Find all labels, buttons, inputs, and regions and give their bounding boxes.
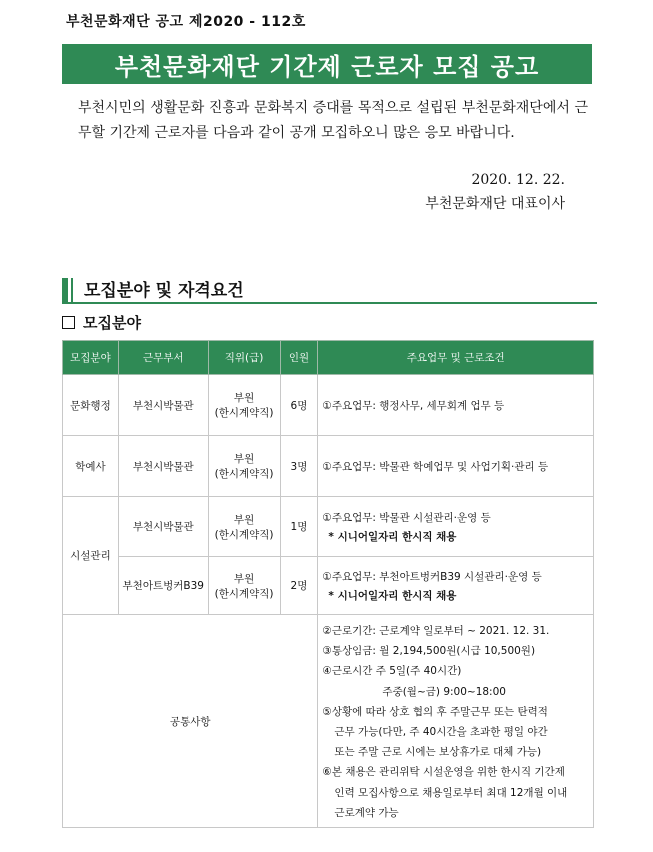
section-heading xyxy=(62,276,597,304)
checkbox-square-icon xyxy=(62,316,75,329)
duty-emphasis: * 시니어일자리 한시직 채용 xyxy=(328,589,457,602)
section-title: 모집분야 및 자격요건 xyxy=(84,281,244,301)
intro-paragraph: 부천시민의 생활문화 진흥과 문화복지 증대를 목적으로 설립된 부천문화재단에서 근무할 기간제 근로자를 다음과 같이 공개 모집하오니 많은 응모 바랍니다. xyxy=(78,100,588,141)
common-line: ④근로시간 주 5일(주 40시간) xyxy=(322,665,462,678)
section-bar-icon xyxy=(62,278,68,302)
common-line: 주중(월~금) 9:00~18:00 xyxy=(382,685,506,698)
common-line: ⑤상황에 따라 상호 협의 후 주말근무 또는 탄력적 xyxy=(322,705,548,718)
cell-count: 6명 xyxy=(280,375,318,436)
common-label: 공통사항 xyxy=(63,615,318,828)
header-duty: 주요업무 및 근로조건 xyxy=(318,341,594,375)
page-title: 부천문화재단 기간제 근로자 모집 공고 xyxy=(62,44,592,84)
position-title: 부원 xyxy=(233,513,255,526)
header-dept: 근무부서 xyxy=(118,341,208,375)
subsection-title: 모집분야 xyxy=(83,314,141,332)
position-note: (한시계약직) xyxy=(214,587,274,600)
cell-duty: ①주요업무: 행정사무, 세무회계 업무 등 xyxy=(318,375,594,436)
duty-text: ①주요업무: 부천아트벙커B39 시설관리·운영 등 xyxy=(322,570,542,583)
header-count: 인원 xyxy=(280,341,318,375)
table-row xyxy=(63,557,594,615)
cell-count: 3명 xyxy=(280,436,318,497)
cell-position xyxy=(208,375,280,436)
position-note: (한시계약직) xyxy=(214,407,274,419)
cell-duty: ①주요업무: 박물관 학예업무 및 사업기획·관리 등 xyxy=(318,436,594,497)
position-title: 부원 xyxy=(233,572,255,585)
cell-dept: 부천시박물관 xyxy=(118,497,208,557)
position-title: 부원 xyxy=(233,392,255,404)
recruitment-table xyxy=(62,340,594,828)
table-row xyxy=(63,375,594,436)
cell-duty xyxy=(318,557,594,615)
position-note: (한시계약직) xyxy=(214,528,274,541)
table-row xyxy=(63,436,594,497)
common-line: ⑥본 채용은 관리위탁 시설운영을 위한 한시직 기간제 xyxy=(322,766,565,779)
header-position: 직위(급) xyxy=(208,341,280,375)
cell-position xyxy=(208,436,280,497)
duty-text: ①주요업무: 박물관 시설관리·운영 등 xyxy=(322,511,491,524)
common-line: 인력 모집사항으로 채용일로부터 최대 12개월 이내 xyxy=(334,786,568,799)
cell-field: 시설관리 xyxy=(63,497,119,615)
cell-dept: 부천아트벙커B39 xyxy=(118,557,208,615)
common-line: 근로계약 가능 xyxy=(334,806,399,819)
cell-field: 학예사 xyxy=(63,436,119,497)
common-line: ②근로기간: 근로계약 일로부터 ~ 2021. 12. 31. xyxy=(322,625,550,637)
duty-emphasis: * 시니어일자리 한시직 채용 xyxy=(328,530,457,543)
cell-count: 2명 xyxy=(280,557,318,615)
issuer: 부천문화재단 대표이사 xyxy=(425,196,565,212)
cell-dept: 부천시박물관 xyxy=(118,436,208,497)
position-note: (한시계약직) xyxy=(214,468,274,480)
header-field: 모집분야 xyxy=(63,341,119,375)
common-line: 근무 가능(다만, 주 40시간을 초과한 평일 야간 xyxy=(334,726,548,739)
subsection-heading xyxy=(62,312,141,333)
notice-date: 2020. 12. 22. xyxy=(471,172,565,188)
cell-duty xyxy=(318,497,594,557)
common-line: ③통상임금: 월 2,194,500원(시급 10,500원) xyxy=(322,645,536,658)
notice-number: 부천문화재단 공고 제2020 - 112호 xyxy=(66,14,306,30)
position-title: 부원 xyxy=(233,453,255,465)
table-header-row xyxy=(63,341,594,375)
cell-position xyxy=(208,557,280,615)
table-row-common xyxy=(63,615,594,828)
cell-dept: 부천시박물관 xyxy=(118,375,208,436)
common-line: 또는 주말 근로 시에는 보상휴가로 대체 가능) xyxy=(334,746,542,759)
section-bar-thin-icon xyxy=(71,278,73,302)
table-row xyxy=(63,497,594,557)
cell-field: 문화행정 xyxy=(63,375,119,436)
cell-position xyxy=(208,497,280,557)
cell-count: 1명 xyxy=(280,497,318,557)
common-conditions xyxy=(318,615,594,828)
